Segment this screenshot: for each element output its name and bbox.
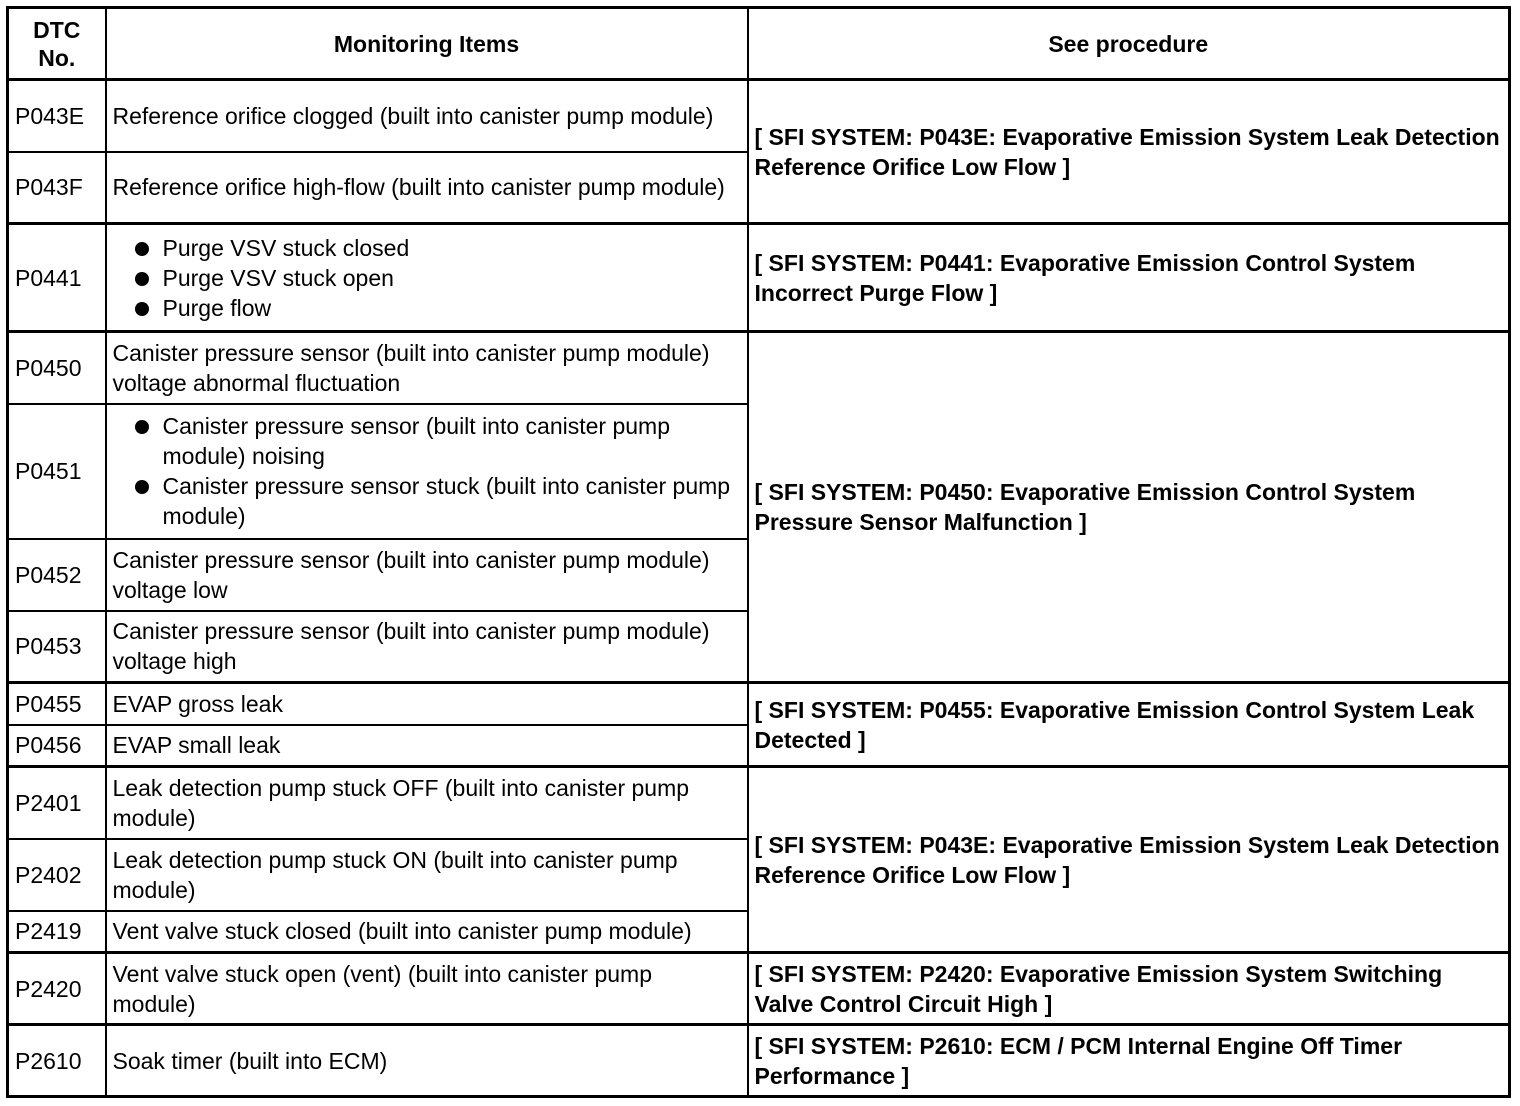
- bullet-icon: [135, 480, 149, 494]
- dtc-code: P0450: [8, 332, 106, 404]
- bullet-list: [113, 411, 741, 531]
- table-row: [8, 80, 1510, 152]
- monitoring-item: Leak detection pump stuck OFF (built into canister pump module): [106, 767, 748, 839]
- monitoring-item: Vent valve stuck closed (built into canister pump module): [106, 911, 748, 953]
- bullet-item: [129, 293, 741, 323]
- dtc-code: P0453: [8, 611, 106, 683]
- monitoring-item: [106, 224, 748, 332]
- dtc-code: P0451: [8, 404, 106, 539]
- header-monitoring-items: Monitoring Items: [106, 8, 748, 80]
- table-row: [8, 683, 1510, 725]
- table-row: [8, 1025, 1510, 1097]
- monitoring-item: Canister pressure sensor (built into canister pump module) voltage abnormal fluctuation: [106, 332, 748, 404]
- bullet-text: Purge VSV stuck closed: [162, 234, 410, 261]
- dtc-code: P2420: [8, 953, 106, 1025]
- procedure-link[interactable]: [ SFI SYSTEM: P0441: Evaporative Emission Control System Incorrect Purge Flow ]: [748, 224, 1510, 332]
- header-row: [8, 8, 1510, 80]
- bullet-text: Purge VSV stuck open: [162, 264, 394, 291]
- bullet-icon: [135, 272, 149, 286]
- monitoring-item: Canister pressure sensor (built into canister pump module) voltage high: [106, 611, 748, 683]
- procedure-link[interactable]: [ SFI SYSTEM: P2420: Evaporative Emission System Switching Valve Control Circuit High ]: [748, 953, 1510, 1025]
- bullet-list: [113, 233, 741, 323]
- table-row: [8, 953, 1510, 1025]
- bullet-item: [129, 263, 741, 293]
- monitoring-item: EVAP gross leak: [106, 683, 748, 725]
- bullet-icon: [135, 420, 149, 434]
- bullet-text: Canister pressure sensor stuck (built into canister pump module): [162, 473, 731, 529]
- monitoring-item: Reference orifice clogged (built into canister pump module): [106, 80, 748, 152]
- procedure-link[interactable]: [ SFI SYSTEM: P2610: ECM / PCM Internal Engine Off Timer Performance ]: [748, 1025, 1510, 1097]
- monitoring-item: EVAP small leak: [106, 725, 748, 767]
- monitoring-item: Canister pressure sensor (built into canister pump module) voltage low: [106, 539, 748, 611]
- bullet-icon: [135, 302, 149, 316]
- bullet-text: Purge flow: [162, 294, 272, 321]
- procedure-link[interactable]: [ SFI SYSTEM: P043E: Evaporative Emission System Leak Detection Reference Orifice Low Flow ]: [748, 767, 1510, 953]
- dtc-code: P0456: [8, 725, 106, 767]
- table-row: [8, 224, 1510, 332]
- header-dtc-line2: No.: [38, 44, 76, 71]
- dtc-code: P0441: [8, 224, 106, 332]
- dtc-code: P2610: [8, 1025, 106, 1097]
- bullet-text: Canister pressure sensor (built into canister pump module) noising: [162, 413, 671, 469]
- dtc-code: P043E: [8, 80, 106, 152]
- procedure-link[interactable]: [ SFI SYSTEM: P0455: Evaporative Emission Control System Leak Detected ]: [748, 683, 1510, 767]
- bullet-item: [129, 233, 741, 263]
- dtc-code: P2401: [8, 767, 106, 839]
- monitoring-item: [106, 404, 748, 539]
- dtc-code: P0452: [8, 539, 106, 611]
- header-dtc-line1: DTC: [33, 16, 81, 43]
- header-dtc-no: [8, 8, 106, 80]
- header-see-procedure: See procedure: [748, 8, 1510, 80]
- monitoring-item: Reference orifice high-flow (built into canister pump module): [106, 152, 748, 224]
- dtc-code: P2419: [8, 911, 106, 953]
- procedure-link[interactable]: [ SFI SYSTEM: P0450: Evaporative Emission Control System Pressure Sensor Malfunction ]: [748, 332, 1510, 683]
- monitoring-item: Soak timer (built into ECM): [106, 1025, 748, 1097]
- table-row: [8, 767, 1510, 839]
- dtc-table: [6, 6, 1511, 1098]
- bullet-item: [129, 411, 741, 471]
- procedure-link[interactable]: [ SFI SYSTEM: P043E: Evaporative Emission System Leak Detection Reference Orifice Low Flow ]: [748, 80, 1510, 224]
- bullet-item: [129, 471, 741, 531]
- table-row: [8, 332, 1510, 404]
- dtc-code: P0455: [8, 683, 106, 725]
- bullet-icon: [135, 242, 149, 256]
- dtc-code: P2402: [8, 839, 106, 911]
- monitoring-item: Leak detection pump stuck ON (built into canister pump module): [106, 839, 748, 911]
- dtc-code: P043F: [8, 152, 106, 224]
- monitoring-item: Vent valve stuck open (vent) (built into canister pump module): [106, 953, 748, 1025]
